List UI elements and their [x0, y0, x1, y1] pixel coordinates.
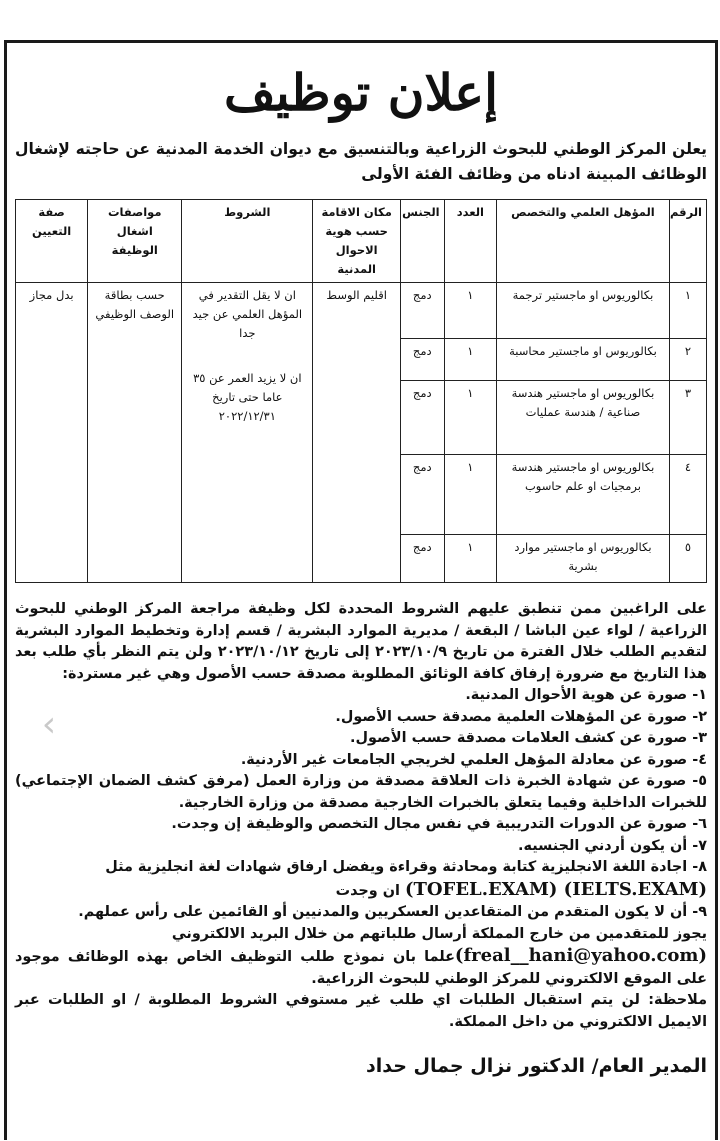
row-count: ١ [444, 381, 496, 455]
english-exams-suffix: ان وجدت [335, 882, 405, 899]
table-header-row [16, 200, 707, 283]
row-qualification: بكالوريوس او ماجستير هندسة صناعية / هندسة عمليات [497, 381, 670, 455]
document-item: ٥- صورة عن شهادة الخبرة ذات العلاقة مصدقة من وزارة العمل (مرفق كشف الضمان الإجتماعي) للخبرات الداخلية وفيما يتعلق بالخبرات الخارجية مصدقة من وزارة الخارجية. [15, 773, 707, 811]
row-num: ٤ [669, 455, 706, 535]
row-count: ١ [444, 339, 496, 381]
row-count: ١ [444, 535, 496, 583]
job-announcement [4, 40, 718, 1140]
row-qualification: بكالوريوس او ماجستير هندسة برمجيات او علم حاسوب [497, 455, 670, 535]
conditions-cell [182, 283, 313, 583]
row-num: ١ [669, 283, 706, 339]
row-qualification: بكالوريوس او ماجستير محاسبة [497, 339, 670, 381]
header-conditions: الشروط [182, 200, 313, 283]
signature: المدير العام/ الدكتور نزال جمال حداد [366, 1055, 707, 1077]
table-row [16, 283, 707, 339]
abroad-applicants: يجوز للمتقدمين من خارج المملكة أرسال طلباتهم من خلال البريد الالكتروني [171, 925, 707, 942]
document-item: ٨- اجادة اللغة الانجليزية كتابة ومحادثة وقراءة ويفضل ارفاق شهادات لغة انجليزية مثل [105, 859, 707, 875]
header-num: الرقم [669, 200, 706, 283]
jobs-table [15, 199, 707, 583]
residence-cell: اقليم الوسط [313, 283, 400, 583]
row-num: ٥ [669, 535, 706, 583]
header-residence: مكان الاقامة حسب هوية الاحوال المدنية [313, 200, 400, 283]
row-gender: دمج [400, 535, 444, 583]
row-gender: دمج [400, 381, 444, 455]
row-count: ١ [444, 455, 496, 535]
header-count: العدد [444, 200, 496, 283]
document-item: ٣- صورة عن كشف العلامات مصدقة حسب الأصول. [350, 730, 707, 746]
row-count: ١ [444, 283, 496, 339]
row-qualification: بكالوريوس او ماجستير موارد بشرية [497, 535, 670, 583]
document-item: ٤- صورة عن معادلة المؤهل العلمي لخريجي الجامعات غير الأردنية. [240, 751, 707, 768]
email-suffix: علما بان نموذج طلب التوظيف الخاص بهذه الوظائف موجود على الموقع الالكتروني للمركز الوطني للبحوث الزراعية. [15, 949, 707, 987]
row-gender: دمج [400, 455, 444, 535]
header-job-specs: مواصفات اشغال الوظيفة [88, 200, 182, 283]
header-qualification: المؤهل العلمي والتخصص [497, 200, 670, 283]
document-item: ١- صورة عن هوية الأحوال المدنية. [465, 687, 707, 703]
header-appointment-type: صفة التعيين [16, 200, 88, 283]
english-exams: (TOFEL.EXAM) (IELTS.EXAM) [404, 878, 707, 900]
header-gender: الجنس [400, 200, 444, 283]
job-specs-cell: حسب بطاقة الوصف الوظيفي [88, 283, 182, 583]
english-exams-line [15, 879, 707, 903]
announcement-note: ملاحظة: لن يتم استقبال الطلبات اي طلب غير مستوفي الشروط المطلوبة / او الطلبات عبر الايميل الالكتروني من داخل المملكة. [15, 992, 707, 1030]
condition-age: ان لا يزيد العمر عن ٣٥ عاما حتى تاريخ ٢٠٢٢/١٢/٣١ [193, 371, 302, 423]
condition-grade: ان لا يقل التقدير في المؤهل العلمي عن جيد جدا [192, 288, 303, 340]
document-item: ٢- صورة عن المؤهلات العلمية مصدقة حسب الأصول. [335, 708, 707, 725]
document-item: ٩- أن لا يكون المتقدم من المتقاعدين العسكريين والمدنيين أو القائمين على رأس عملهم. [78, 904, 707, 920]
application-email: (freal__hani@yahoo.com) [454, 945, 707, 966]
row-num: ٢ [669, 339, 706, 381]
application-paragraph: على الراغبين ممن تنطبق عليهم الشروط المحددة لكل وظيفة مراجعة المركز الوطني للبحوث الزراعية / لواء عين الباشا / البقعة / مديرية الموارد البشرية / قسم إدارة وتخطيط الموارد البشرية لتقديم الطلب خلال الفترة من تاريخ ٢٠٢٣/١٠/٩ إلى تاريخ ٢٠٢٣/١٠/١٢ ولن يتم النظر بأي طلب بعد هذا التاريخ مع ضرورة إرفاق كافة الوثائق المطلوبة مصدقة حسب الأصول وهي غير مستردة: [15, 601, 707, 682]
appointment-type-cell: بدل مجاز [16, 283, 88, 583]
row-num: ٣ [669, 381, 706, 455]
announcement-intro: يعلن المركز الوطني للبحوث الزراعية وبالتنسيق مع ديوان الخدمة المدنية عن حاجته لإشغال الوظائف المبينة ادناه من وظائف الفئة الأولى [15, 140, 707, 183]
announcement-body [15, 599, 707, 1033]
document-item: ٦- صورة عن الدورات التدريبية في نفس مجال التخصص والوظيفة إن وجدت. [171, 816, 707, 832]
row-gender: دمج [400, 283, 444, 339]
chevron-left-icon[interactable]: ‹ [41, 704, 57, 745]
announcement-title: إعلان توظيف [223, 63, 499, 122]
row-gender: دمج [400, 339, 444, 381]
email-line [15, 945, 707, 990]
document-item: ٧- أن يكون أردني الجنسيه. [518, 837, 707, 854]
row-qualification: بكالوريوس او ماجستير ترجمة [497, 283, 670, 339]
